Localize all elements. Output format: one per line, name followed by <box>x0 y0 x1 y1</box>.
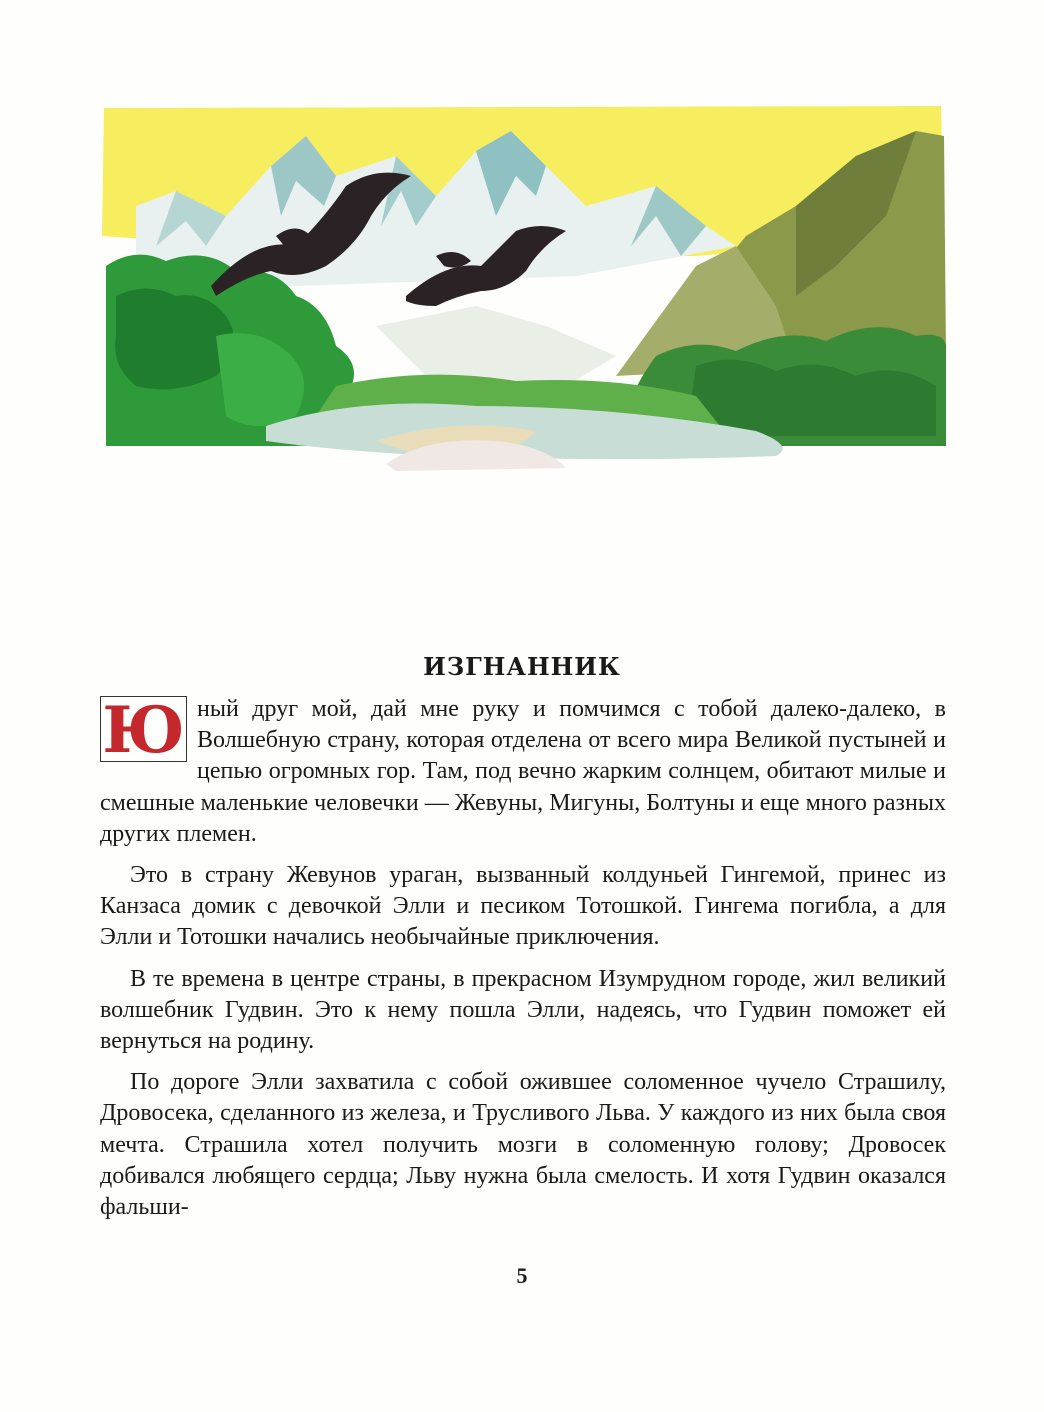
paragraph-1 <box>100 694 946 850</box>
paragraph-2: Это в страну Жевунов ураган, вызванный колдуньей Гингемой, принес из Канзаса домик с девочкой Элли и песиком Тотошкой. Гингема погибла, а для Элли и Тотошки начались необычайные приключения. <box>100 862 946 951</box>
chapter-text <box>100 694 946 1233</box>
paragraph-4: По дороге Элли захватила с собой ожившее соломенное чучело Страшилу, Дровосека, сделанного из железа, и Трусливого Льва. У каждого из них была своя мечта. Страшила хотел получить мозги в соломенную голову; Дровосек добивался любящего сердца; Льву нужна была смелость. И хотя Гудвин оказался фальши- <box>100 1069 946 1221</box>
mountain-landscape-picture <box>96 96 954 476</box>
drop-cap <box>100 693 187 768</box>
chapter-title: ИЗГНАННИК <box>423 652 621 681</box>
paragraph-3: В те времена в центре страны, в прекрасном Изумрудном городе, жил великий волшебник Гудвин. Это к нему пошла Элли, надеясь, что Гудвин поможет ей вернуться на родину. <box>100 965 946 1055</box>
chapter-illustration <box>96 96 954 476</box>
paragraph-1-text: ный друг мой, дай мне руку и помчимся с тобой далеко-далеко, в Волшебную страну, которая отделена от всего мира Великой пустыней и цепью огромных гор. Там, под вечно жарким солнцем, обитают милые и смешные маленькие человечки — Жевуны, Мигуны, Болтуны и еще много разных других племен. <box>100 696 946 847</box>
drop-cap-letter: Ю <box>102 693 185 768</box>
page-number: 5 <box>516 1263 528 1288</box>
